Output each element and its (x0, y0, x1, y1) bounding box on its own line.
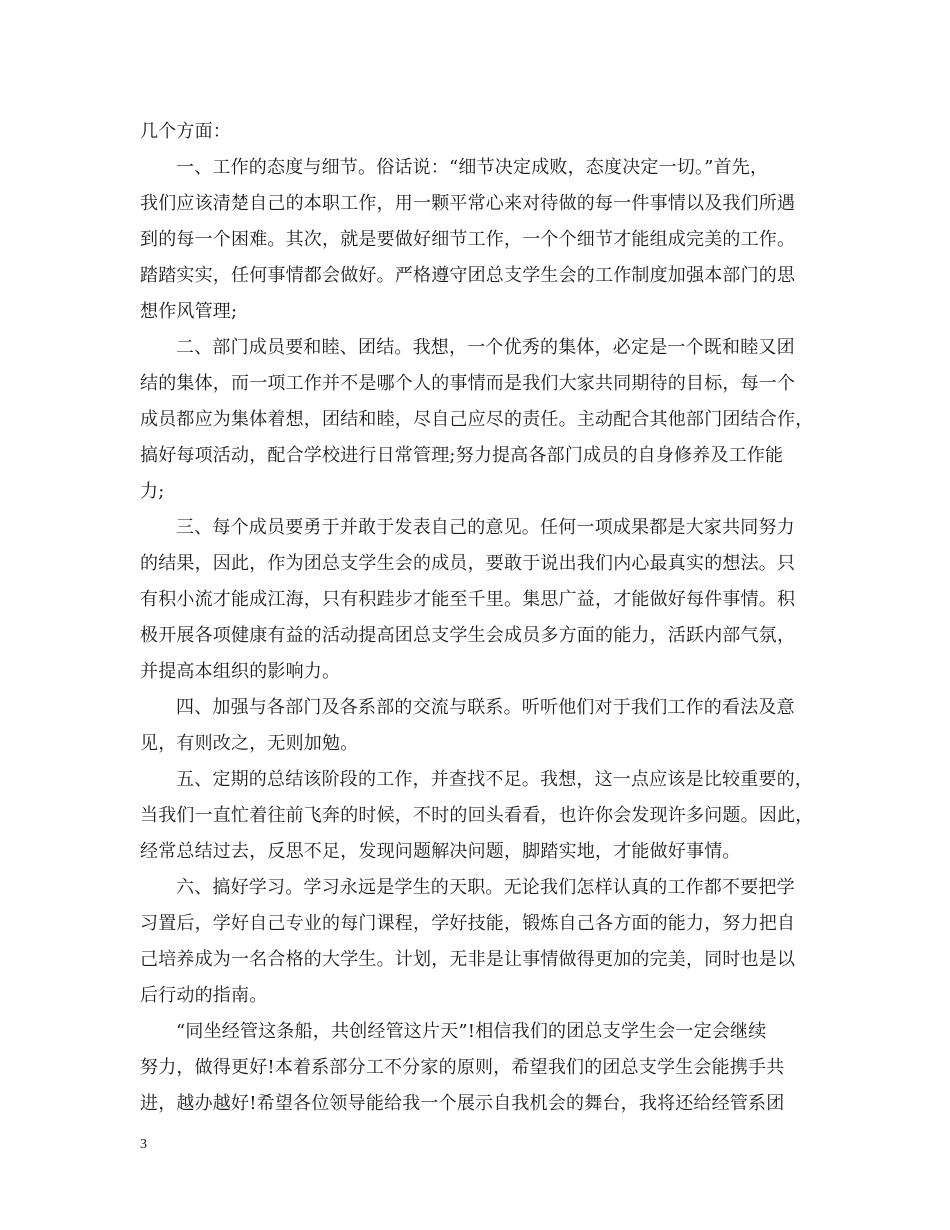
text-line: 当我们一直忙着往前飞奔的时候，不时的回头看看，也许你会发现许多问题。因此， (140, 805, 814, 826)
text-line: 后行动的指南。 (140, 985, 268, 1006)
text-line: 见，有则改之，无则加勉。 (140, 733, 359, 754)
text-line: 力; (140, 481, 165, 502)
text-line: 有积小流才能成江海，只有积跬步才能至千里。集思广益，才能做好每件事情。积 (140, 589, 796, 610)
document-body (140, 114, 820, 1122)
text-line: 我们应该清楚自己的本职工作，用一颗平常心来对待做的每一件事情以及我们所遇 (140, 193, 796, 214)
text-line: 搞好每项活动，配合学校进行日常管理;努力提高各部门成员的自身修养及工作能 (140, 445, 784, 466)
text-line: 努力，做得更好!本着系部分工不分家的原则，希望我们的团总支学生会能携手共 (140, 1057, 785, 1078)
paragraph-first-line: 二、部门成员要和睦、团结。我想，一个优秀的集体，必定是一个既和睦又团 (176, 337, 795, 358)
paragraph-first-line: 六、搞好学习。学习永远是学生的天职。无论我们怎样认真的工作都不要把学 (176, 877, 795, 898)
text-line: 成员都应为集体着想，团结和睦，尽自己应尽的责任。主动配合其他部门团结合作， (140, 409, 814, 430)
text-line: 踏踏实实，任何事情都会做好。严格遵守团总支学生会的工作制度加强本部门的思 (140, 265, 796, 286)
text-line: 并提高本组织的影响力。 (140, 661, 341, 682)
paragraph-first-line: 四、加强与各部门及各系部的交流与联系。听听他们对于我们工作的看法及意 (176, 697, 795, 718)
text-line: 己培养成为一名合格的大学生。计划，无非是让事情做得更加的完美，同时也是以 (140, 949, 796, 970)
paragraph-first-line: 五、定期的总结该阶段的工作，并查找不足。我想，这一点应该是比较重要的， (176, 769, 813, 790)
paragraph-first-line: 三、每个成员要勇于并敢于发表自己的意见。任何一项成果都是大家共同努力 (176, 517, 795, 538)
paragraph-first-line: “同坐经管这条船，共创经管这片天”!相信我们的团总支学生会一定会继续 (176, 1021, 767, 1042)
text-line: 结的集体，而一项工作并不是哪个人的事情而是我们大家共同期待的目标，每一个 (140, 373, 796, 394)
text-line: 极开展各项健康有益的活动提高团总支学生会成员多方面的能力，活跃内部气氛， (140, 625, 796, 646)
text-line: 想作风管理; (140, 301, 238, 322)
page-number: 3 (140, 1137, 147, 1152)
text-line: 习置后，学好自己专业的每门课程，学好技能，锻炼自己各方面的能力，努力把自 (140, 913, 796, 934)
text-line: 到的每一个困难。其次，就是要做好细节工作，一个个细节才能组成完美的工作。 (140, 229, 796, 250)
text-line: 经常总结过去，反思不足，发现问题解决问题，脚踏实地，才能做好事情。 (140, 841, 741, 862)
paragraph-first-line: 一、工作的态度与细节。俗话说：“细节决定成败，态度决定一切。”首先， (176, 157, 769, 178)
text-line: 几个方面： (140, 121, 231, 142)
text-line: 进，越办越好!希望各位领导能给我一个展示自我机会的舞台，我将还给经管系团 (140, 1093, 785, 1114)
text-line: 的结果，因此，作为团总支学生会的成员，要敢于说出我们内心最真实的想法。只 (140, 553, 796, 574)
